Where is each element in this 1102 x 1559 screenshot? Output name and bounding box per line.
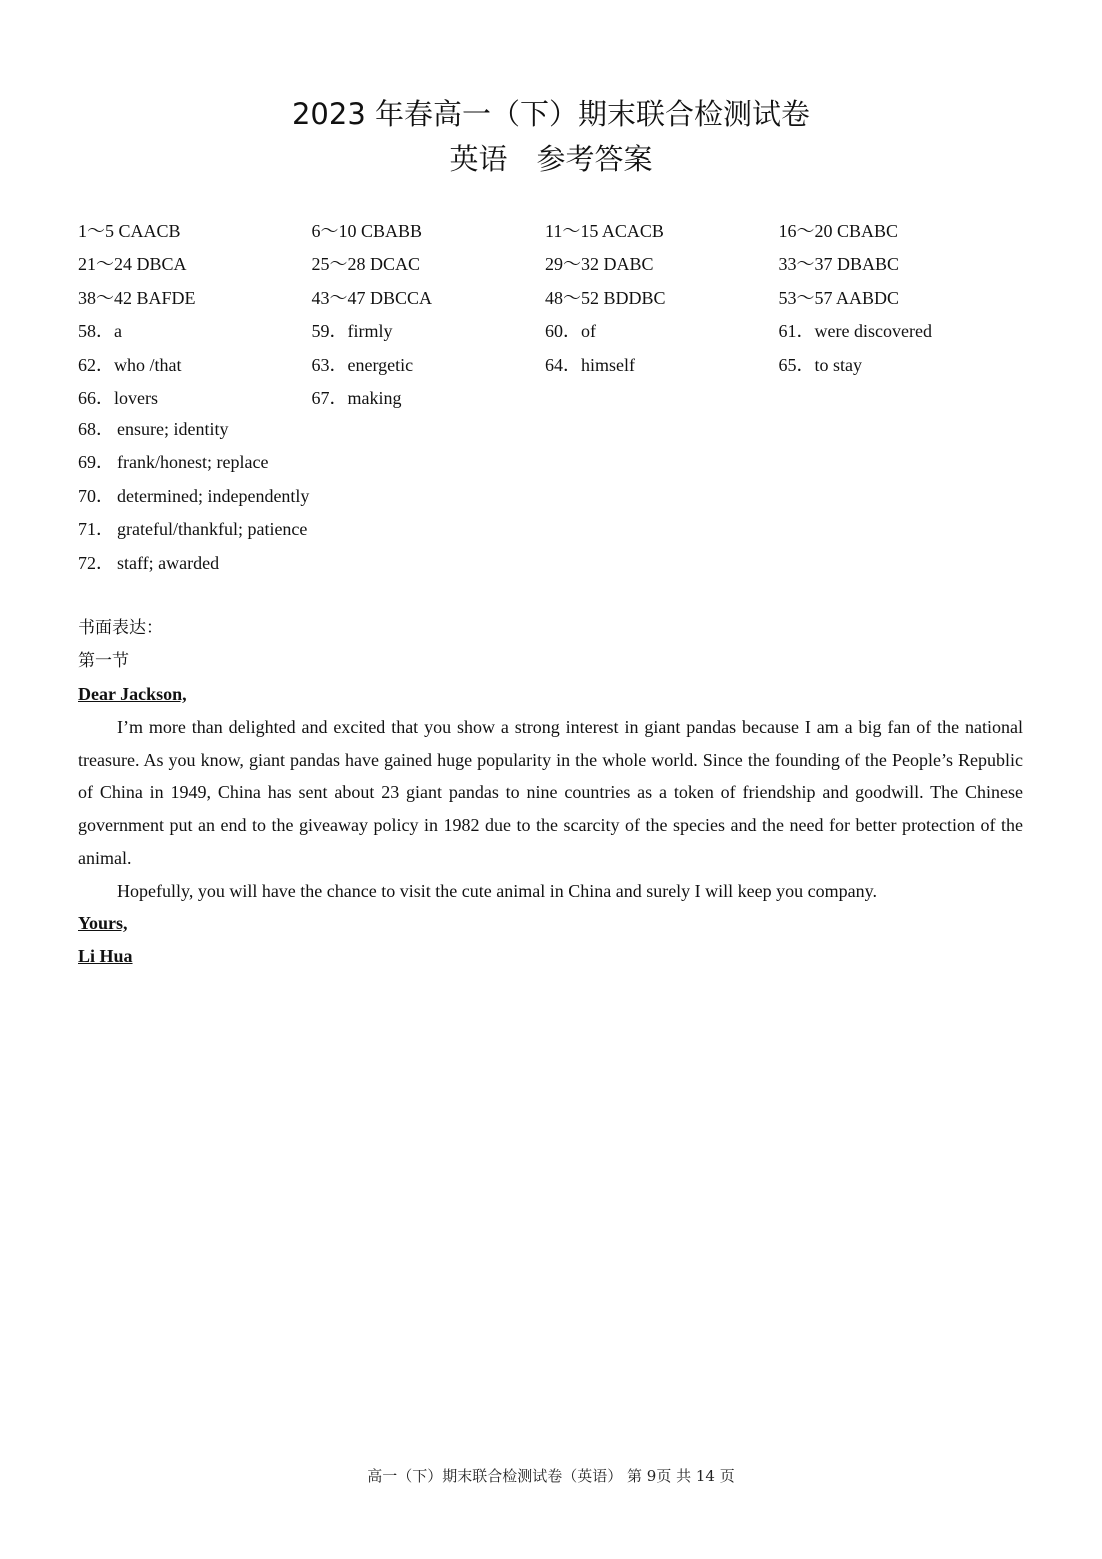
item-text: determined; independently [117, 485, 310, 506]
answer-cell: 25～28 DCAC [311, 254, 421, 275]
item-number: 72． [78, 552, 114, 573]
page-title: 2023 年春高一（下）期末联合检测试卷 [291, 97, 811, 131]
answers-row [78, 347, 1028, 381]
answer-cell: 53～57 AABDC [778, 287, 900, 308]
writing-section [78, 612, 1023, 973]
item-number: 70． [78, 485, 114, 506]
answer-cell: 33～37 DBABC [778, 254, 900, 275]
answer-cell: 6～10 CBABB [311, 220, 423, 241]
section-label: 书面表达： [78, 618, 163, 638]
letter-paragraph: I’m more than delighted and excited that you show a strong interest in giant pandas because I am a big fan of the national treasure. As you know, giant pandas have gained huge popularity in the whole world. Since the founding of the People’s Republic of China in 1949, China has sent about 23 giant pandas to nine countries as a token of friendship and goodwill. The Chinese government put an end to the giveaway policy in 1982 due to the scarcity of the species and the need for better protection of the animal. [78, 717, 1023, 868]
answers-row [78, 247, 1028, 281]
letter-greeting: Dear Jackson, [78, 684, 187, 704]
answers-grid [78, 213, 1028, 414]
answer-cell: 60．of [545, 321, 596, 342]
answer-cell: 38～42 BAFDE [78, 287, 196, 308]
answers-row [78, 381, 1028, 415]
list-item [78, 547, 309, 580]
answer-cell: 61．were discovered [778, 321, 932, 342]
item-text: grateful/thankful; patience [117, 519, 308, 540]
answers-row [78, 213, 1028, 247]
answer-cell: 62．who /that [78, 354, 182, 375]
item-number: 68． [78, 419, 114, 439]
answer-cell: 1～5 CAACB [78, 220, 181, 241]
answers-row [78, 280, 1028, 314]
letter-signature: Li Hua [78, 946, 133, 967]
item-text: staff; awarded [117, 552, 220, 573]
answer-cell: 29～32 DABC [545, 254, 654, 275]
answer-cell: 65．to stay [778, 354, 862, 375]
answer-cell: 64．himself [545, 354, 635, 375]
list-item [78, 446, 309, 479]
letter-paragraph: Hopefully, you will have the chance to visit the cute animal in China and surely I will keep you company. [117, 880, 877, 901]
list-item [78, 413, 309, 446]
answer-cell: 67．making [311, 388, 402, 409]
letter-closing: Yours, [78, 913, 128, 934]
list-item [78, 480, 309, 513]
page-subtitle: 英语 参考答案 [449, 142, 653, 176]
item-text: ensure; identity [117, 419, 229, 439]
part-label: 第一节 [78, 651, 129, 671]
item-number: 71． [78, 519, 114, 540]
answer-cell: 58．a [78, 321, 122, 342]
answers-row [78, 314, 1028, 348]
answer-cell: 48～52 BDDBC [545, 287, 666, 308]
item-text: frank/honest; replace [117, 452, 269, 473]
answer-cell: 16～20 CBABC [778, 220, 899, 241]
long-answers-list [78, 413, 309, 580]
answer-cell: 59．firmly [311, 321, 393, 342]
list-item [78, 513, 309, 546]
answer-cell: 43～47 DBCCA [311, 287, 433, 308]
item-number: 69． [78, 452, 114, 473]
page-footer: 高一（下）期末联合检测试卷（英语） 第 9页 共 14 页 [367, 1467, 735, 1485]
answer-cell: 66．lovers [78, 388, 158, 409]
answer-cell: 63．energetic [311, 354, 414, 375]
answer-cell: 11～15 ACACB [545, 220, 664, 241]
answer-cell: 21～24 DBCA [78, 254, 187, 275]
